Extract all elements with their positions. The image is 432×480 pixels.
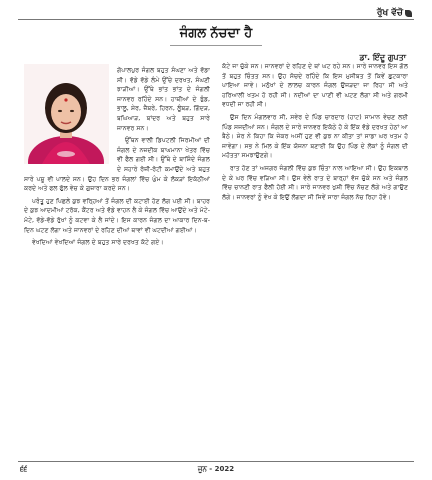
section-label — [373, 8, 412, 18]
issue-date: ਜੂਨ - 2022 — [197, 465, 235, 473]
section-label-text: ਰੁੱਖ ਵੱਚੋ — [376, 8, 403, 18]
paragraph: ਉੱਥਨ ਵਾਲੀ ਡਿਪਟਲੀ ਜਿਰਮੀਆਂ ਦੀ ਜੰਗਲ ਦੇ ਨਜ਼ਦੀਕ ਬਾਘਮਾਨਾ ਖੇਤਰ ਵਿੱਚ ਵੀ ਫੈਲ ਗਈ ਸੀ। ਉੱਥੇ ਦੇ ਬਾਸ਼ਿੰਦੇ ਜੰਗਲ ਦੇ ਸਹਾਰੇ ਰੋਜ਼ੀ-ਰੋਟੀ ਕਮਾਉਂਦੇ ਅਤੇ ਬਹੁਤ ਸਾਰੇ ਪਸ਼ੂ ਵੀ ਪਾਲਦੇ ਸਨ। ਉਹ ਦਿਨ ਭਰ ਜੰਗਲਾਂ ਵਿੱਚ ਘੁੰਮ ਕੇ ਲੱਕੜਾਂ ਇਕੱਠੀਆਂ ਕਰਦੇ ਅਤੇ ਫਲ ਫੁੱਲ ਵੇਚ ਕੇ ਗੁਜ਼ਾਰਾ ਕਰਦੇ ਸਨ। — [24, 137, 210, 193]
page-number: ੬੬ — [20, 465, 28, 473]
paragraph: ਗੋਪਾਲਪੁਰ ਜੰਗਲ ਬਹੁਤ ਸੰਘਣਾ ਅਤੇ ਵੱਡਾ ਸੀ। ਵੱਡੇ ਵੱਡੇ ਲੰਮੇ ਉੱਚੇ ਦਰਖਤ, ਸੰਘਣੀ ਝਾੜੀਆਂ। ਉੱਥੇ ਭਾਂਤ ਭਾਂਤ ਦੇ ਜੰਗਲੀ ਜਾਨਵਰ ਰਹਿੰਦੇ ਸਨ। ਹਾਥੀਆਂ ਦੇ ਝੁੰਡ, ਭਾਲੂ, ਸ਼ੇਰ, ਜ਼ੈਬਰੇ, ਹਿਰਨ, ਲੂੰਬੜ, ਗਿੱਦੜ, ਬਘਿਆੜ, ਬਾਂਦਰ ਅਤੇ ਬਹੁਤ ਸਾਰੇ ਜਾਨਵਰ ਸਨ। — [117, 67, 210, 132]
left-column — [24, 62, 210, 446]
article-author: ਡਾ. ਇੰਦੂ ਗੁਪਤਾ — [359, 53, 406, 62]
author-photo — [24, 64, 109, 164]
paragraph: ਵੇਖਦਿਆਂ ਵੇਖਦਿਆਂ ਜੰਗਲ ਦੇ ਬਹੁਤ ਸਾਰੇ ਦਰਖਤ ਕੱਟੇ ਗਏ। — [32, 239, 164, 247]
paragraph: ਪਰੰਤੂ ਹੁਣ ਪਿਛਲੇ ਕੁਝ ਵਰ੍ਹਿਆਂ ਤੋਂ ਜੰਗਲ ਦੀ ਕਟਾਈ ਹੋਣ ਲੱਗ ਪਈ ਸੀ। ਬਾਹਰ ਦੇ ਕੁਝ ਆਦਮੀਆਂ ਟਰੱਕ, ਕੈਂਟਰ ਅਤੇ ਵੱਡੇ ਵਾਹਨ ਲੈ ਕੇ ਜੰਗਲ ਵਿੱਚ ਆਉਂਦੇ ਅਤੇ ਮੋਟੇ-ਮੋਟੇ, ਵੱਡੇ-ਵੱਡੇ ਰੁੱਖਾਂ ਨੂੰ ਕਟਵਾ ਕੇ ਲੈ ਜਾਂਦੇ। ਇਸ ਕਾਰਨ ਜੰਗਲ ਦਾ ਆਕਾਰ ਦਿਨ-ਬ-ਦਿਨ ਘਟਣ ਲੱਗਾ ਅਤੇ ਜਾਨਵਰਾਂ ਦੇ ਰਹਿਣ ਦੀਆਂ ਥਾਵਾਂ ਵੀ ਘਟਦੀਆਂ ਗਈਆਂ। — [24, 197, 210, 234]
paragraph: ਉਸ ਦਿਨ ਮੰਗਲਵਾਰ ਸੀ, ਸਵੇਰ ਦੇ ਪਿੰਡ ਚਾਰਦਾਰ (ਹਾਟ) ਸਾਮਾਨ ਵੇਚਣ ਲਈ ਪਿੰਡ ਸਜਦੀਆਂ ਸਨ। ਜੰਗਲ ਦੇ ਸਾਰੇ ਜਾਨਵਰ ਇਕੱਠੇ ਹੋ ਕੇ ਇੱਕ ਵੱਡੇ ਦਰਖਤ ਹੇਠਾਂ ਆ ਬੈਠੇ। ਸ਼ੇਰ ਨੇ ਕਿਹਾ ਕਿ ਜੇਕਰ ਅਸੀਂ ਹੁਣ ਵੀ ਕੁਝ ਨਾ ਕੀਤਾ ਤਾਂ ਸਾਡਾ ਘਰ ਖਤਮ ਹੋ ਜਾਵੇਗਾ। ਸਭ ਨੇ ਮਿਲ ਕੇ ਇੱਕ ਯੋਜਨਾ ਬਣਾਈ ਕਿ ਉਹ ਪਿੰਡ ਦੇ ਲੋਕਾਂ ਨੂੰ ਜੰਗਲ ਦੀ ਮਹੱਤਤਾ ਸਮਝਾਉਣਗੇ। — [222, 113, 408, 160]
paragraph: ਕੱਟੇ ਜਾ ਚੁੱਕੇ ਸਨ। ਜਾਨਵਰਾਂ ਦੇ ਰਹਿਣ ਦੇ ਥਾਂ ਘਟ ਰਹੇ ਸਨ। ਸਾਰੇ ਜਾਨਵਰ ਇਸ ਗੱਲ ਤੋਂ ਬਹੁਤ ਚਿੰਤਤ ਸਨ। ਉਹ ਸੋਚਦੇ ਰਹਿੰਦੇ ਕਿ ਇਸ ਮੁਸੀਬਤ ਤੋਂ ਕਿਵੇਂ ਛੁਟਕਾਰਾ ਪਾਇਆ ਜਾਵੇ। ਮਨੁੱਖਾਂ ਦੇ ਲਾਲਚ ਕਾਰਨ ਜੰਗਲ ਉਜੜਦਾ ਜਾ ਰਿਹਾ ਸੀ ਅਤੇ ਹਰਿਆਲੀ ਖਤਮ ਹੋ ਰਹੀ ਸੀ। ਨਦੀਆਂ ਦਾ ਪਾਣੀ ਵੀ ਘਟਣ ਲੱਗਾ ਸੀ ਅਤੇ ਗਰਮੀ ਵਧਦੀ ਜਾ ਰਹੀ ਸੀ। — [222, 63, 408, 109]
footer-rule — [18, 461, 414, 462]
right-column — [222, 62, 408, 446]
header-rule — [18, 19, 414, 20]
leaf-icon — [405, 10, 412, 17]
paragraph: ਰਾਤ ਹੋਣ ਤਾਂ ਅਜਗਰ ਜੰਗਲੀ ਵਿੱਚ ਕੁਝ ਚਿੰਤਾ ਨਾਲ ਆਇਆ ਸੀ। ਉਹ ਇਕਬਾਲ ਦੇ ਕੇ ਘਰ ਵਿੱਚ ਵੜਿਆ ਸੀ। ਉਸ ਵੇਲੇ ਰਾਤ ਦੇ ਬਾਰ੍ਹਾਂ ਵੱਜ ਚੁੱਕੇ ਸਨ ਅਤੇ ਜੰਗਲ ਵਿੱਚ ਚਾਨਣੀ ਰਾਤ ਫੈਲੀ ਹੋਈ ਸੀ। ਸਾਰੇ ਜਾਨਵਰ ਖੁਸ਼ੀ ਵਿੱਚ ਨੱਚਣ ਲੱਗੇ ਅਤੇ ਗਾਉਣ ਲੱਗੇ। ਜਾਨਵਰਾਂ ਨੂੰ ਵੇਖ ਕੇ ਇਉਂ ਲੱਗਦਾ ਸੀ ਜਿਵੇਂ ਸਾਰਾ ਜੰਗਲ ਨੱਚ ਰਿਹਾ ਹੋਵੇ। — [222, 164, 408, 201]
title-underline — [170, 45, 262, 46]
article-title: ਜੰਗਲ ਨੱਚਦਾ ਹੈ — [179, 26, 253, 41]
